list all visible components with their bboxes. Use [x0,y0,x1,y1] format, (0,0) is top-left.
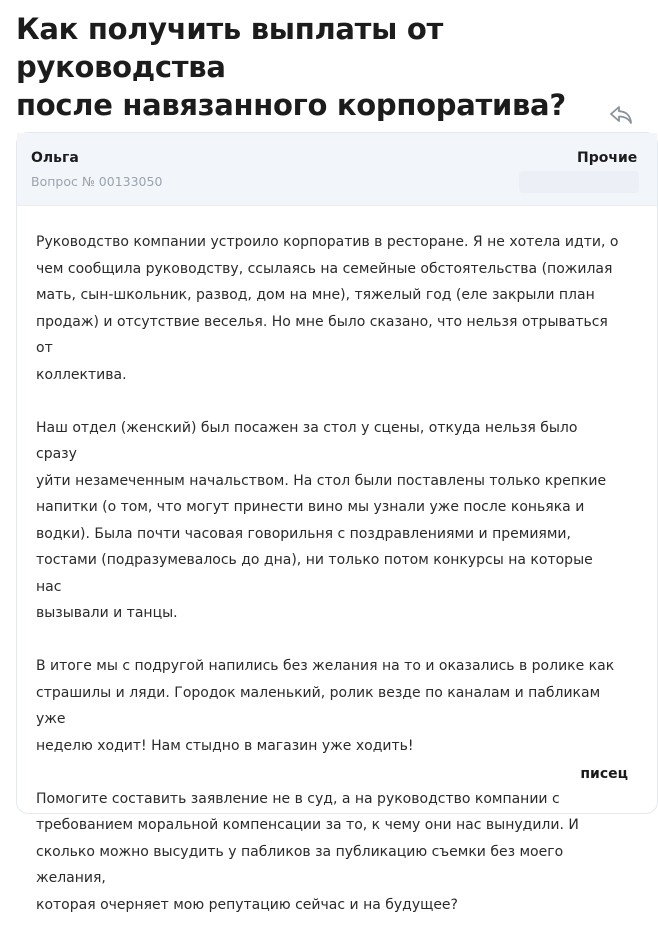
question-card [16,132,658,913]
question-paragraph: Помогите составить заявление не в суд, а на руководство компании с требованием моральной компенсации за то, к чему они нас вынудили. И сколько можно высудить у пабликов за публикацию съемки без моего желания, которая очерняет мою репутацию сейчас и на будущее? [36,790,579,913]
question-paragraph: В итоге мы с подругой напились без желания на то и оказались в ролике как страшилы и ляди. Городок маленький, ролик везде по каналам и пабликам уже неделю ходит! Нам стыдно в магазин уже ходить! [36,658,615,754]
page-title: Как получить выплаты от руководства после навязанного корпоратива? [16,12,566,122]
question-number: Вопрос № 00133050 [31,174,163,189]
blurred-area [519,171,639,193]
question-paragraph: Наш отдел (женский) был посажен за стол у сцены, откуда нельзя было сразу уйти незамеченным начальством. На стол были поставлены только крепкие напитки (о том, что могут принести вино мы узнали уже после коньяка и водки). Была почти часовая говорильня с поздравлениями и премиями, тостами (подразумевалось до дна), ни только потом конкурсы на которые нас вызывали и танцы. [36,419,607,621]
share-icon [608,104,634,126]
category-link[interactable]: Прочие [577,150,638,166]
watermark: писец [580,766,628,782]
question-header [17,133,657,206]
author-name[interactable]: Ольга [31,150,79,166]
question-paragraph: Руководство компании устроило корпоратив в ресторане. Я не хотела идти, о чем сообщила руководству, ссылаясь на семейные обстоятельства (пожилая мать, сын-школьник, развод, дом на мне), тяжелый год (еле закрыли план продаж) и отсутствие веселья. Но мне было сказано, что нельзя отрываться от коллектива. [36,234,619,383]
share-button[interactable] [608,104,634,126]
question-body [36,229,622,945]
